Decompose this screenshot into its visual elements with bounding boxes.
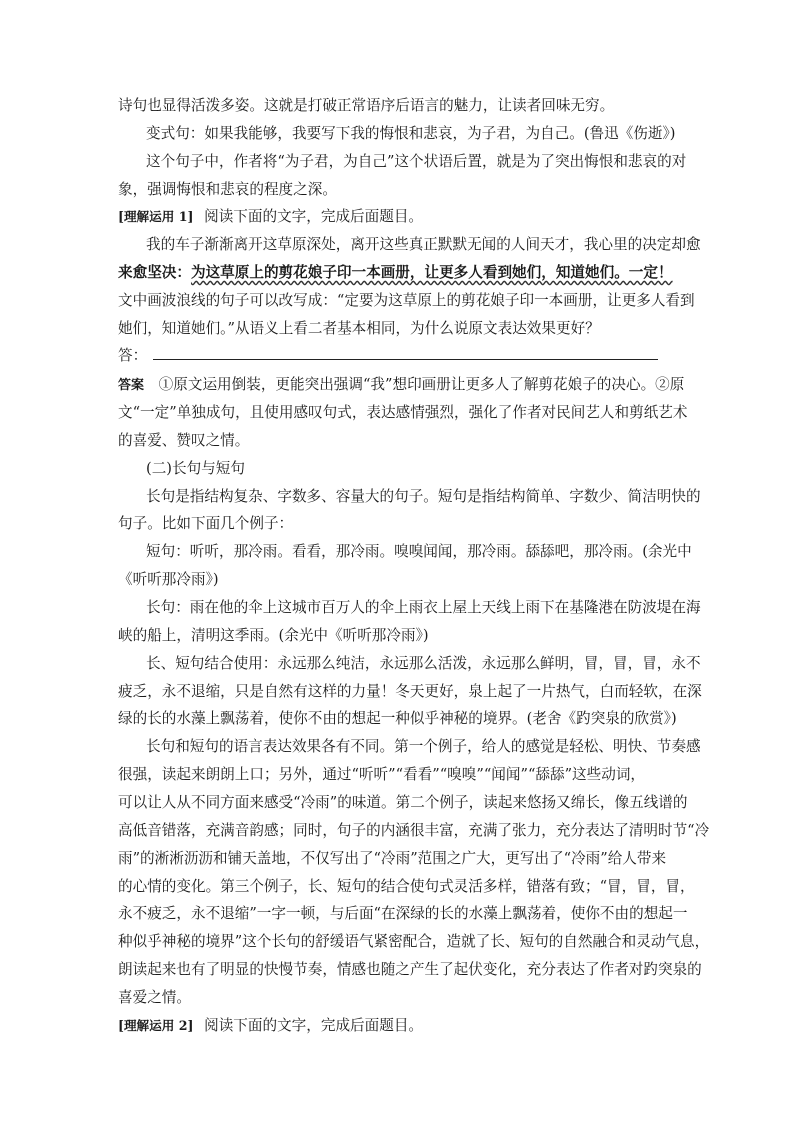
answer-prefix: 答： [118, 347, 148, 364]
exercise-heading-1 [118, 207, 423, 227]
example-line: 短句：听听，那冷雨。看看，那冷雨。嗅嗅闻闻，那冷雨。舔舔吧，那冷雨。(余光中 [146, 543, 692, 560]
exercise-instruction: 阅读下面的文字，完成后面题目。 [204, 1017, 424, 1034]
paragraph-line: 句子。比如下面几个例子： [118, 515, 294, 532]
paragraph-line: 种似乎神秘的境界”这个长句的舒缓语气紧密配合，造就了长、短句的自然融合和灵动气息， [118, 933, 710, 950]
paragraph-line: 这个句子中，作者将“为子君，为自己”这个状语后置，就是为了突出悔恨和悲哀的对 [146, 153, 687, 170]
paragraph-line: 可以让人从不同方面来感受“冷雨”的味道。第二个例子，读起来悠扬又绵长，像五线谱的 [118, 794, 688, 811]
answer-key-line: 的喜爱、赞叹之情。 [118, 432, 250, 449]
example-line: 长句：雨在他的伞上这城市百万人的伞上雨衣上屋上天线上雨下在基隆港在防波堤在海 [146, 599, 701, 616]
paragraph-line: 的心情的变化。第三个例子，长、短句的结合使句式灵活多样，错落有致；“冒，冒，冒， [118, 878, 695, 895]
paragraph-line: 喜爱之情。 [118, 989, 191, 1006]
question-line: 她们，知道她们。”从语义上看二者基本相同，为什么说原文表达效果更好？ [118, 320, 600, 337]
paragraph-line: 长句和短句的语言表达效果各有不同。第一个例子，给人的感觉是轻松、明快、节奏感 [146, 738, 701, 755]
exercise-heading-2 [118, 1016, 423, 1036]
exercise-instruction: 阅读下面的文字，完成后面题目。 [204, 208, 424, 225]
answer-key-line [118, 375, 684, 396]
example-line: 疲乏，永不退缩，只是自然有这样的力量！冬天更好，泉上起了一片热气，白而轻软，在深 [118, 683, 702, 700]
answer-key-line: 文“一定”单独成句，且使用感叹句式，表达感情强烈，强化了作者对民间艺人和剪纸艺术 [118, 404, 688, 421]
paragraph-line: 雨”的淅淅沥沥和铺天盖地，不仅写出了“冷雨”范围之广大，更写出了“冷雨”给人带来 [118, 850, 667, 867]
passage-line [118, 263, 673, 283]
paragraph-line: 永不疲乏，永不退缩”一字一顿，与后面“在深绿的长的水藻上飘荡着，使你不由的想起一 [118, 905, 688, 922]
question-line: 文中画波浪线的句子可以改写成：“定要为这草原上的剪花娘子印一本画册，让更多人看到 [118, 292, 695, 309]
answer-key-text: ①原文运用倒装，更能突出强调“我”想印画册让更多人了解剪花娘子的决心。②原 [158, 376, 685, 393]
answer-line [118, 345, 658, 366]
paragraph-line: 象，强调悔恨和悲哀的程度之深。 [118, 181, 337, 198]
paragraph-line: 高低音错落，充满音韵感；同时，句子的内涵很丰富，充满了张力，充分表达了清明时节“冷 [118, 822, 710, 839]
section-heading: (二)长句与短句 [146, 460, 245, 477]
paragraph-line: 长句是指结构复杂、字数多、容量大的句子。短句是指结构简单、字数少、简洁明快的 [146, 488, 701, 505]
example-line: 峡的船上，清明这季雨。(余光中《听听那冷雨》) [118, 627, 429, 644]
exercise-tag: [理解运用 2] [118, 1018, 194, 1033]
answer-blank[interactable] [153, 345, 658, 360]
paragraph-line: 变式句：如果我能够，我要写下我的悔恨和悲哀，为子君，为自己。(鲁迅《伤逝》) [146, 125, 676, 142]
passage-line: 我的车子渐渐离开这草原深处，离开这些真正默默无闻的人间天才，我心里的决定却愈 [146, 236, 701, 253]
example-line: 长、短句结合使用：永远那么纯洁，永远那么活泼，永远那么鲜明，冒，冒，冒，永不 [146, 655, 701, 672]
paragraph-line: 很强，读起来朗朗上口；另外，通过“听听”“看看”“嗅嗅”“闻闻”“舔舔”这些动词， [118, 766, 646, 783]
paragraph-line: 诗句也显得活泼多姿。这就是打破正常语序后语言的魅力，让读者回味无穷。 [118, 97, 615, 114]
answer-key-label: 答案 [118, 378, 145, 393]
example-line: 绿的长的水藻上飘荡着，使你不由的想起一种似乎神秘的境界。(老舍《趵突泉的欣赏》) [118, 710, 677, 727]
paragraph-line: 朗读起来也有了明显的快慢节奏，情感也随之产生了起伏变化，充分表达了作者对趵突泉的 [118, 961, 702, 978]
exercise-tag: [理解运用 1] [118, 209, 194, 224]
example-line: 《听听那冷雨》) [118, 571, 219, 588]
passage-text: 来愈坚决： [118, 264, 191, 281]
wavy-underlined-sentence: 为这草原上的剪花娘子印一本画册，让更多人看到她们，知道她们。一定！ [190, 264, 673, 281]
